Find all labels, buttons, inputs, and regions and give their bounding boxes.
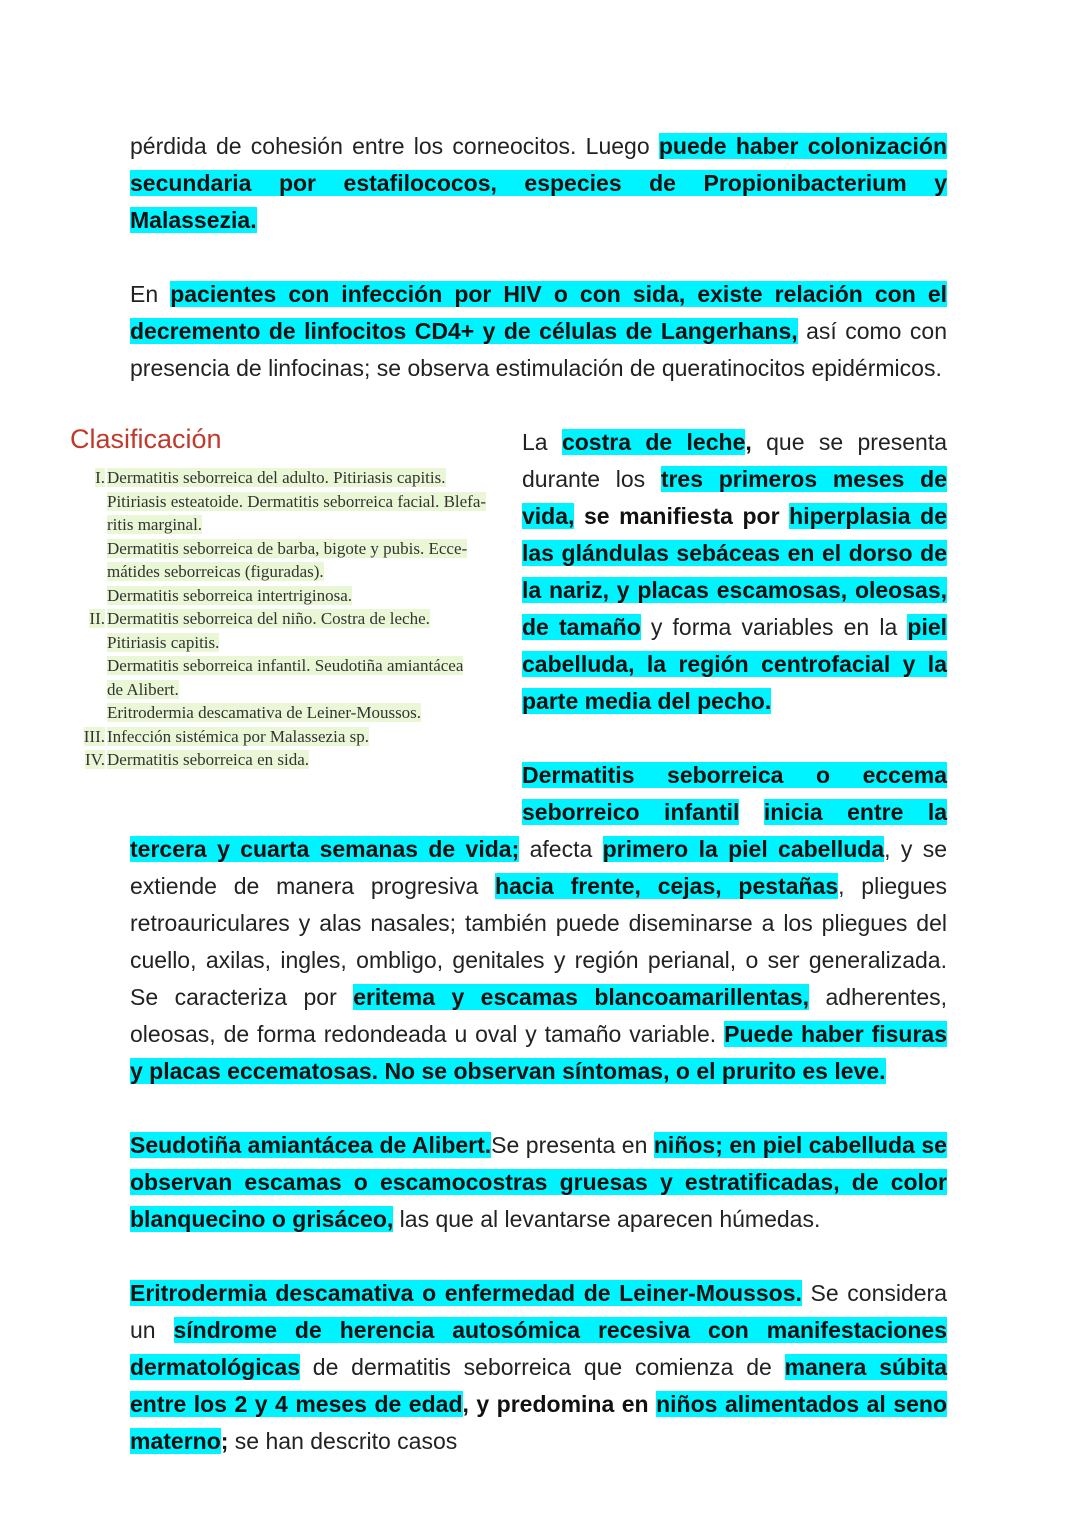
text-segment: Se considera un bbox=[130, 1280, 947, 1343]
text-segment: La bbox=[522, 429, 562, 455]
classification-line: Dermatitis seborreica de barba, bigote y pubis. Ecce- bbox=[107, 538, 468, 558]
classification-line: Eritrodermia descamativa de Leiner-Moussos. bbox=[107, 703, 422, 722]
classification-item bbox=[70, 466, 502, 607]
highlighted-text: tres primeros meses de vida, bbox=[522, 466, 947, 529]
text-segment: y forma variables en la bbox=[640, 614, 908, 640]
text-segment: En bbox=[130, 281, 171, 307]
classification-line: Pitiriasis capitis. bbox=[107, 632, 220, 652]
highlighted-text: Dermatitis seborreica o eccema seborreico infantil bbox=[522, 762, 947, 825]
highlighted-text: puede haber colonización secundaria por estafilococos, especies de Propionibacterium y Malassezia. bbox=[130, 133, 947, 233]
text-segment bbox=[574, 503, 584, 529]
roman-numeral: II. bbox=[89, 609, 105, 628]
text-segment: que se presenta durante los bbox=[522, 429, 947, 492]
highlighted-text: inicia entre la tercera y cuarta semanas de vida; bbox=[130, 799, 948, 862]
classification-line: Dermatitis seborreica del adulto. Pitiriasis capitis. bbox=[107, 468, 446, 487]
classification-line: Dermatitis seborreica intertriginosa. bbox=[107, 585, 352, 605]
highlighted-text: eritema y escamas blancoamarillentas, bbox=[353, 984, 810, 1010]
classification-line: Pitiriasis esteatoide. Dermatitis seborreica facial. Blefa- bbox=[107, 491, 487, 511]
highlighted-text: pacientes con infección por HIV o con sida, existe relación con el decremento de linfocitos CD4+ y de células de Langerhans, bbox=[130, 281, 948, 344]
text-segment: las que al levantarse aparecen húmedas. bbox=[393, 1206, 821, 1232]
highlighted-text: primero la piel cabelluda bbox=[602, 836, 885, 862]
highlighted-text: manera súbita entre los 2 y 4 meses de edad bbox=[130, 1354, 947, 1417]
paragraph bbox=[130, 276, 947, 387]
highlighted-text: tamaño bbox=[558, 614, 641, 640]
text-segment: Se presenta en bbox=[491, 1132, 654, 1158]
text-segment: , bbox=[745, 429, 752, 455]
classification-item bbox=[70, 607, 502, 725]
text-segment: adherentes, oleosas, de forma redondeada u oval y tamaño variable. bbox=[130, 984, 947, 1047]
classification-item bbox=[70, 748, 502, 772]
highlighted-text: hiperplasia de las glándulas sebáceas bbox=[522, 503, 947, 566]
classification-box bbox=[70, 422, 502, 827]
paragraph bbox=[130, 1275, 947, 1460]
intro-paragraphs bbox=[130, 128, 947, 387]
roman-numeral: I. bbox=[95, 468, 105, 487]
text-segment bbox=[739, 799, 763, 825]
classification-line: Infección sistémica por Malassezia sp. bbox=[107, 726, 369, 746]
highlighted-text: Seudotiña amiantácea de Alibert. bbox=[130, 1132, 492, 1158]
classification-line: Dermatitis seborreica infantil. Seudotiña amiantácea bbox=[107, 656, 464, 675]
roman-numeral: IV. bbox=[85, 750, 105, 769]
text-segment: , y se extiende de manera progresiva bbox=[130, 836, 948, 899]
text-segment: afecta bbox=[519, 836, 603, 862]
text-segment: ; bbox=[220, 1428, 229, 1454]
text-segment: , pliegues retroauriculares y alas nasales; también puede diseminarse a los pliegues del cuello, axilas, ingles, ombligo, genitales y región perianal, o ser generalizada. Se caracteriza por bbox=[130, 873, 947, 1010]
highlighted-text: Puede haber fisuras y placas eccematosas. No se observan síntomas, o el prurito es leve. bbox=[130, 1021, 947, 1084]
classification-heading: Clasificación bbox=[70, 424, 222, 454]
text-segment: de dermatitis seborreica que comienza de bbox=[300, 1354, 785, 1380]
highlighted-text: en el dorso de la nariz, y placas escamosas, oleosas, de bbox=[522, 540, 947, 640]
classification-line: mátides seborreicas (figuradas). bbox=[107, 562, 324, 581]
classification-line: Dermatitis seborreica del niño. Costra de leche. bbox=[107, 609, 430, 628]
text-segment: se manifiesta por bbox=[584, 503, 790, 529]
text-segment: pérdida de cohesión entre los corneocitos. Luego bbox=[130, 133, 659, 159]
classification-line: de Alibert. bbox=[107, 679, 179, 699]
highlighted-text: hacia frente, cejas, pestañas bbox=[495, 873, 839, 899]
classification-line: Dermatitis seborreica en sida. bbox=[107, 750, 310, 769]
classification-list bbox=[70, 466, 502, 772]
classification-line: ritis marginal. bbox=[107, 515, 203, 534]
highlighted-text: Eritrodermia descamativa o enfermedad de Leiner-Moussos. bbox=[130, 1280, 802, 1306]
paragraph bbox=[130, 128, 947, 239]
text-segment: , y predomina en bbox=[462, 1391, 657, 1417]
highlighted-text: costra de leche bbox=[561, 429, 746, 455]
text-segment: así como con presencia de linfocinas; se observa estimulación de queratinocitos epidérmicos. bbox=[130, 318, 947, 381]
highlighted-text: síndrome de herencia autosómica recesiva con manifestaciones dermatológicas bbox=[130, 1317, 947, 1380]
roman-numeral: III. bbox=[83, 726, 105, 746]
text-segment: se han descrito casos bbox=[228, 1428, 458, 1454]
document-page bbox=[70, 128, 948, 1497]
classification-item bbox=[70, 725, 502, 749]
highlighted-text: piel cabelluda, la región centrofacial y la parte media del pecho. bbox=[522, 614, 948, 714]
highlighted-text: niños alimentados al seno materno bbox=[130, 1391, 948, 1454]
paragraph bbox=[130, 1127, 947, 1238]
highlighted-text: niños; en piel cabelluda se observan escamas o escamocostras gruesas y estratificadas, de color blanquecino o grisáceo, bbox=[130, 1132, 947, 1232]
